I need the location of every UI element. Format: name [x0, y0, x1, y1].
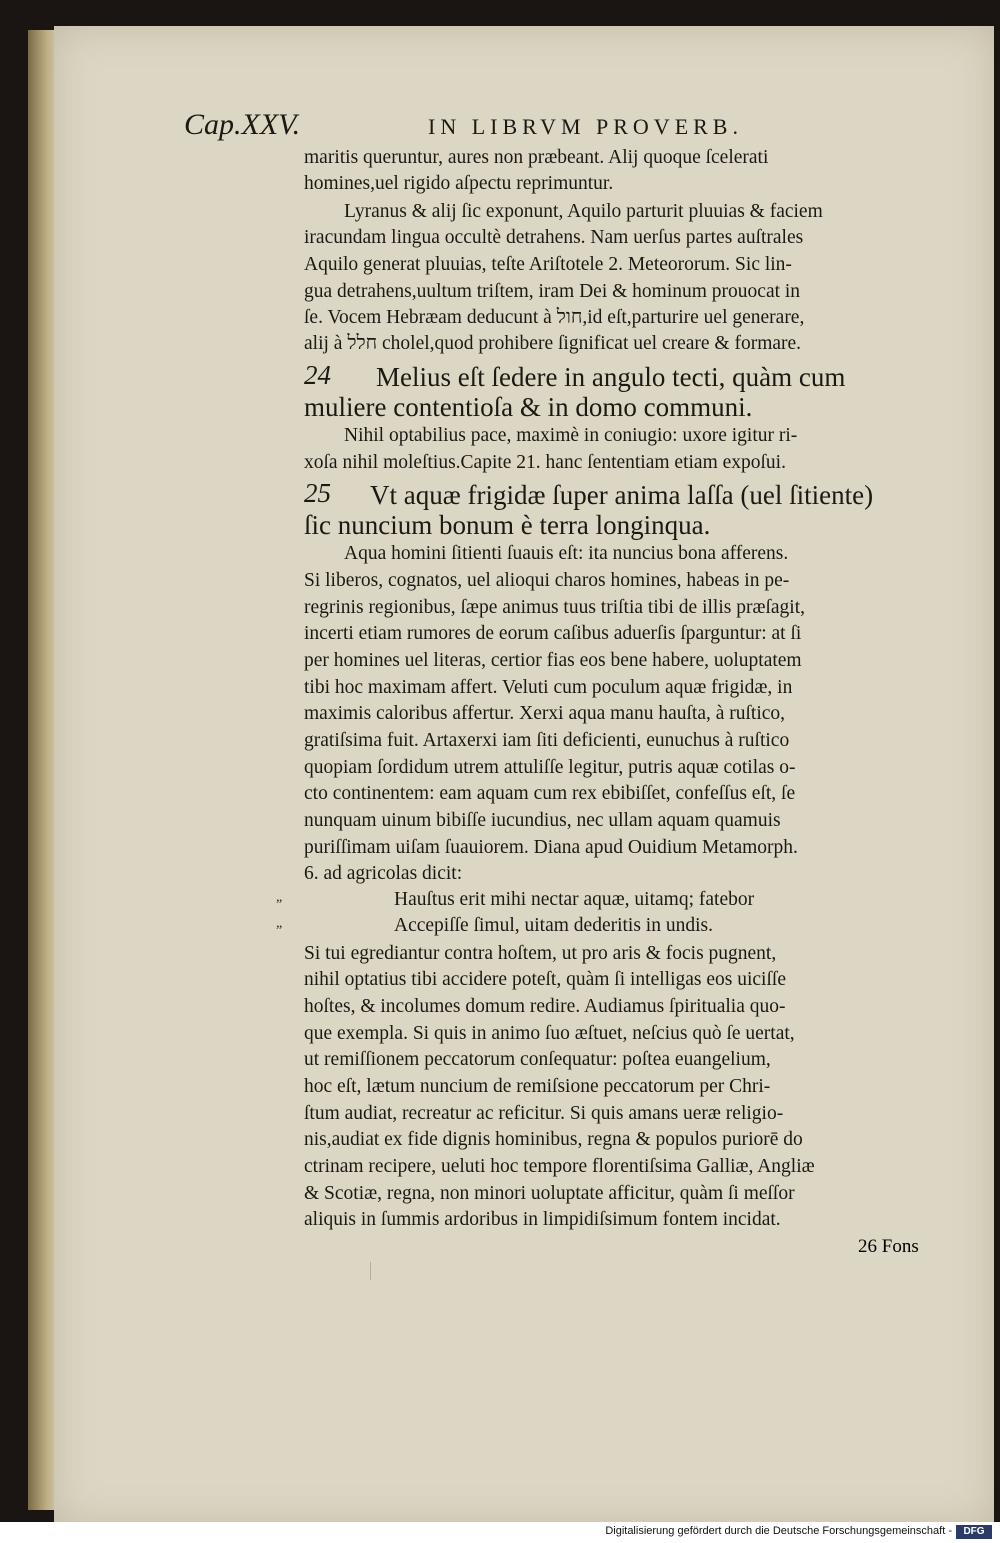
poem-line: Hauſtus erit mihi nectar aquæ, uitamq; fatebor: [394, 889, 755, 910]
verse-line: Melius eſt ſedere in angulo tecti, quàm cum: [376, 362, 846, 392]
dfg-logo-icon: DFG: [956, 1525, 992, 1539]
text-line: xoſa nihil moleſtius.Capite 21. hanc ſententiam etiam expoſui.: [304, 452, 786, 473]
text-line: ſe. Vocem Hebræam deducunt à חול,id eſt,parturire uel generare,: [304, 307, 805, 328]
text-line: incerti etiam rumores de eorum caſibus aduerſis ſparguntur: at ſi: [304, 623, 802, 644]
text-line: regrinis regionibus, ſæpe animus tuus triſtia tibi de illis præſagit,: [304, 597, 805, 618]
text-line: Si tui egrediantur contra hoſtem, ut pro aris & focis pugnent,: [304, 943, 777, 964]
text-line: cto continentem: eam aquam cum rex ebibiſſet, confeſſus eſt, ſe: [304, 783, 796, 804]
catchword: 26 Fons: [858, 1236, 919, 1257]
text-line: alij à חלל cholel,quod prohibere ſignificat uel creare & formare.: [304, 333, 802, 354]
text-line: nunquam uinum bibiſſe iucundius, nec ullam aquam quamuis: [304, 810, 781, 831]
verse-line: ſic nuncium bonum è terra longinqua.: [304, 510, 711, 540]
text-line: que exempla. Si quis in animo ſuo æſtuet, neſcius quò ſe uertat,: [304, 1023, 795, 1044]
text-line: aliquis in ſummis ardoribus in limpidiſsimum fontem incidat.: [304, 1209, 781, 1230]
text-line: hoſtes, & incolumes domum redire. Audiamus ſpiritualia quo-: [304, 996, 786, 1017]
text-line: homines,uel rigido aſpectu reprimuntur.: [304, 173, 614, 194]
text-line: maritis queruntur, aures non præbeant. Alij quoque ſcelerati: [304, 147, 769, 168]
text-line: iracundam lingua occultè detrahens. Nam uerſus partes auſtrales: [304, 227, 804, 248]
verse-line: muliere contentioſa & in domo communi.: [304, 392, 753, 422]
text-line: ut remiſſionem peccatorum conſequatur: poſtea euangelium,: [304, 1049, 771, 1070]
quote-mark: „: [276, 916, 283, 931]
text-line: puriſſimam uiſam ſuauiorem. Diana apud Ouidium Metamorph.: [304, 837, 798, 858]
text-line: hoc eſt, lætum nuncium de remiſsione peccatorum per Chri-: [304, 1076, 771, 1097]
verse-number: 24: [304, 360, 331, 390]
footer-credit: Digitalisierung gefördert durch die Deutsche Forschungsgemeinschaft -: [605, 1525, 952, 1537]
text-line: Nihil optabilius pace, maximè in coniugio: uxore igitur ri-: [344, 425, 798, 446]
text-line: Lyranus & alij ſic exponunt, Aquilo parturit pluuias & faciem: [344, 201, 823, 222]
running-title: IN LIBRVM PROVERB.: [428, 114, 743, 139]
digitization-footer: [0, 1522, 1000, 1543]
text-line: nis,audiat ex fide dignis hominibus, regna & populos puriorē do: [304, 1129, 803, 1150]
chapter-label: Cap.XXV.: [184, 108, 301, 141]
text-line: per homines uel literas, certior fias eos bene habere, uoluptatem: [304, 650, 802, 671]
text-line: 6. ad agricolas dicit:: [304, 863, 463, 884]
text-line: Si liberos, cognatos, uel alioqui charos homines, habeas in pe-: [304, 570, 790, 591]
poem-line: Accepiſſe ſimul, uitam dederitis in undis.: [394, 915, 713, 936]
text-line: gua detrahens,uultum triſtem, iram Dei & hominum prouocat in: [304, 281, 801, 302]
verse-number: 25: [304, 478, 331, 508]
text-line: tibi hoc maximam affert. Veluti cum poculum aquæ frigidæ, in: [304, 677, 793, 698]
text-line: nihil optatius tibi accidere poteſt, quàm ſi intelligas eos uiciſſe: [304, 969, 786, 990]
text-line: & Scotiæ, regna, non minori uoluptate afficitur, quàm ſi meſſor: [304, 1183, 795, 1204]
verse-line: Vt aquæ frigidæ ſuper anima laſſa (uel ſitiente): [370, 480, 874, 510]
paper-smudge: [370, 1262, 385, 1280]
text-line: Aquilo generat pluuias, teſte Ariſtotele 2. Meteororum. Sic lin-: [304, 254, 792, 275]
quote-mark: „: [276, 890, 283, 905]
text-line: Aqua homini ſitienti ſuauis eſt: ita nuncius bona afferens.: [344, 543, 789, 564]
text-line: ctrinam recipere, ueluti hoc tempore florentiſsima Galliæ, Angliæ: [304, 1156, 815, 1177]
text-line: maximis caloribus affertur. Xerxi aqua manu hauſta, à ruſtico,: [304, 703, 786, 724]
text-line: quopiam ſordidum utrem attuliſſe legitur, putris aquæ cotilas o-: [304, 757, 796, 778]
text-line: ſtum audiat, recreatur ac reficitur. Si quis amans ueræ religio-: [304, 1103, 784, 1124]
text-line: gratiſsima fuit. Artaxerxi iam ſiti deficienti, eunuchus à ruſtico: [304, 730, 790, 751]
